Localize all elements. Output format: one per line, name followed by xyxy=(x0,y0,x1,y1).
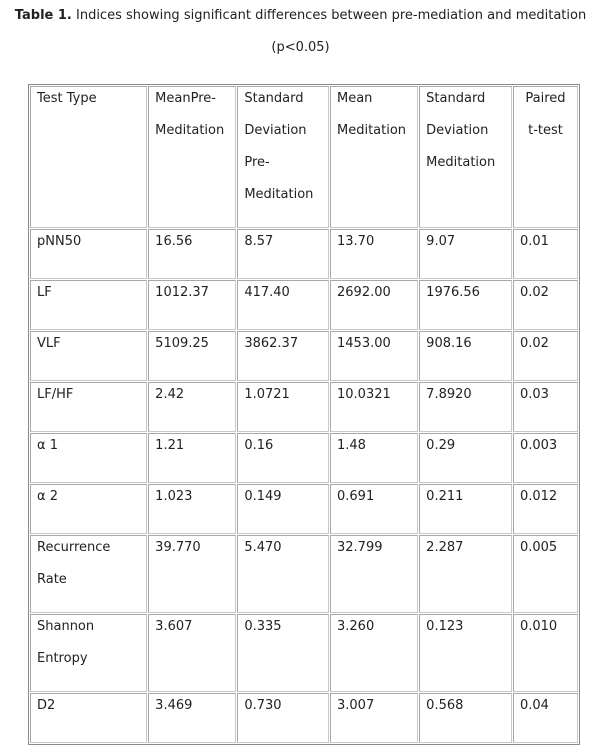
table-cell: D2 xyxy=(30,693,147,743)
table-cell: 0.03 xyxy=(513,382,578,432)
table-cell: VLF xyxy=(30,331,147,381)
table-cell: 1976.56 xyxy=(419,280,512,330)
table-container xyxy=(28,84,580,745)
table-row xyxy=(30,382,578,432)
table-cell: 3.007 xyxy=(330,693,418,743)
table-cell: Shannon Entropy xyxy=(30,614,147,692)
table-cell: 0.568 xyxy=(419,693,512,743)
table-cell: pNN50 xyxy=(30,229,147,279)
table-cell: α 1 xyxy=(30,433,147,483)
table-cell: 0.29 xyxy=(419,433,512,483)
table-cell: LF xyxy=(30,280,147,330)
table-cell: LF/HF xyxy=(30,382,147,432)
table-cell: 5109.25 xyxy=(148,331,236,381)
table-cell: 1453.00 xyxy=(330,331,418,381)
table-cell: 0.012 xyxy=(513,484,578,534)
table-cell: 2692.00 xyxy=(330,280,418,330)
table-cell: 2.287 xyxy=(419,535,512,613)
table-header-row xyxy=(30,86,578,228)
table-cell: 0.123 xyxy=(419,614,512,692)
table-row xyxy=(30,484,578,534)
header-cell: Standard Deviation Meditation xyxy=(419,86,512,228)
header-cell: Mean Meditation xyxy=(330,86,418,228)
caption-text: Indices showing significant differences between pre-mediation and meditation xyxy=(71,8,587,23)
header-cell: MeanPre-Meditation xyxy=(148,86,236,228)
data-table xyxy=(28,84,580,745)
table-cell: 0.211 xyxy=(419,484,512,534)
table-cell: 13.70 xyxy=(330,229,418,279)
table-cell: 1.0721 xyxy=(237,382,329,432)
table-cell: 908.16 xyxy=(419,331,512,381)
table-caption xyxy=(0,8,601,56)
table-cell: 0.16 xyxy=(237,433,329,483)
table-cell: 0.005 xyxy=(513,535,578,613)
table-row xyxy=(30,280,578,330)
table-row xyxy=(30,433,578,483)
table-cell: Recurrence Rate xyxy=(30,535,147,613)
table-row xyxy=(30,693,578,743)
table-cell: 417.40 xyxy=(237,280,329,330)
table-cell: 0.691 xyxy=(330,484,418,534)
table-cell: 0.730 xyxy=(237,693,329,743)
table-cell: 3.607 xyxy=(148,614,236,692)
table-cell: 16.56 xyxy=(148,229,236,279)
table-row xyxy=(30,331,578,381)
table-cell: 3.469 xyxy=(148,693,236,743)
table-cell: 1.023 xyxy=(148,484,236,534)
table-cell: 0.010 xyxy=(513,614,578,692)
table-cell: 0.335 xyxy=(237,614,329,692)
header-cell: Test Type xyxy=(30,86,147,228)
table-cell: 0.02 xyxy=(513,280,578,330)
table-cell: 0.149 xyxy=(237,484,329,534)
table-row xyxy=(30,614,578,692)
table-cell: 32.799 xyxy=(330,535,418,613)
table-cell: 0.02 xyxy=(513,331,578,381)
table-row xyxy=(30,229,578,279)
table-cell: 0.003 xyxy=(513,433,578,483)
table-cell: 8.57 xyxy=(237,229,329,279)
table-cell: 7.8920 xyxy=(419,382,512,432)
table-cell: 9.07 xyxy=(419,229,512,279)
table-cell: 10.0321 xyxy=(330,382,418,432)
header-cell: Standard Deviation Pre-Meditation xyxy=(237,86,329,228)
table-cell: 39.770 xyxy=(148,535,236,613)
table-cell: 0.04 xyxy=(513,693,578,743)
table-cell: 3.260 xyxy=(330,614,418,692)
table-row xyxy=(30,535,578,613)
caption-label: Table 1. xyxy=(14,8,72,23)
table-cell: 1.21 xyxy=(148,433,236,483)
table-cell: 0.01 xyxy=(513,229,578,279)
table-cell: 3862.37 xyxy=(237,331,329,381)
header-cell: Paired t-test xyxy=(513,86,578,228)
table-cell: 1012.37 xyxy=(148,280,236,330)
caption-line-2: (p<0.05) xyxy=(271,40,330,55)
table-cell: 1.48 xyxy=(330,433,418,483)
table-cell: 2.42 xyxy=(148,382,236,432)
table-cell: 5.470 xyxy=(237,535,329,613)
table-cell: α 2 xyxy=(30,484,147,534)
caption-line-1 xyxy=(0,8,601,24)
